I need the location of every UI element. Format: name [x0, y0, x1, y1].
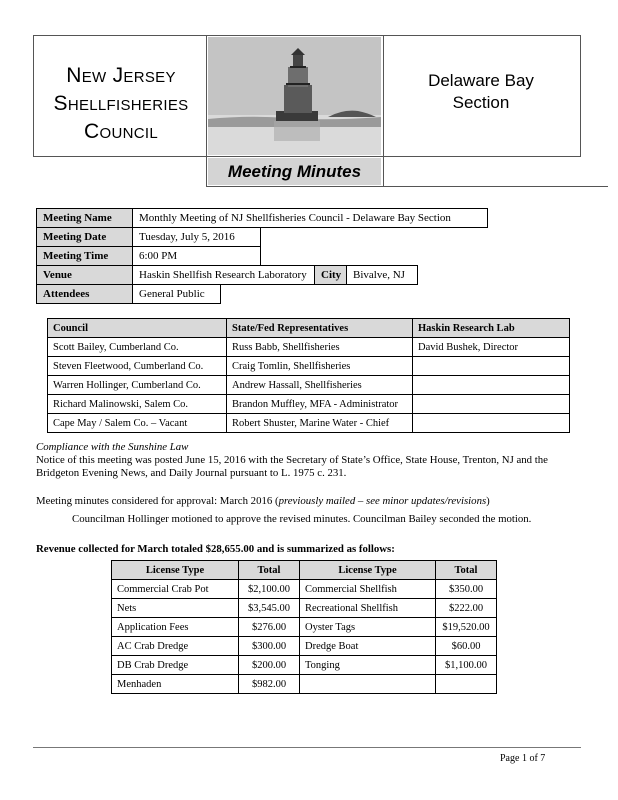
- city-value: Bivalve, NJ: [346, 265, 418, 285]
- table-cell: AC Crab Dredge: [112, 637, 239, 656]
- meeting-name-value: Monthly Meeting of NJ Shellfisheries Council - Delaware Bay Section: [132, 208, 488, 228]
- column-header: Total: [239, 561, 300, 580]
- motion-text: Councilman Hollinger motioned to approve the revised minutes. Councilman Bailey seconded the motion.: [72, 513, 532, 525]
- org-line-2: Shellfisheries: [53, 92, 189, 115]
- table-cell: Robert Shuster, Marine Water - Chief: [227, 414, 413, 433]
- table-cell: $222.00: [436, 599, 497, 618]
- minutes-note: previously mailed – see minor updates/revisions: [278, 495, 487, 507]
- table-row: [112, 580, 497, 599]
- table-cell: Dredge Boat: [300, 637, 436, 656]
- column-header: Haskin Research Lab: [413, 319, 570, 338]
- table-row: [112, 675, 497, 694]
- table-cell: [413, 395, 570, 414]
- city-label: City: [314, 265, 347, 285]
- footer-divider: [33, 747, 581, 748]
- minutes-approval-line: [36, 495, 490, 509]
- attendees-value: General Public: [132, 284, 221, 304]
- table-cell: Tonging: [300, 656, 436, 675]
- revenue-heading: Revenue collected for March totaled $28,655.00 and is summarized as follows:: [36, 543, 395, 555]
- page-number: Page 1 of 7: [500, 753, 546, 764]
- column-header: License Type: [112, 561, 239, 580]
- org-line-1: New Jersey: [66, 64, 176, 87]
- table-row: [112, 618, 497, 637]
- organization-name: [36, 62, 206, 146]
- table-row: [48, 395, 570, 414]
- table-cell: Andrew Hassall, Shellfisheries: [227, 376, 413, 395]
- table-row: [112, 599, 497, 618]
- table-cell: David Bushek, Director: [413, 338, 570, 357]
- table-cell: $276.00: [239, 618, 300, 637]
- representatives-table: [47, 318, 570, 433]
- table-cell: $2,100.00: [239, 580, 300, 599]
- minutes-close: ): [486, 495, 490, 507]
- table-cell: [413, 414, 570, 433]
- table-cell: Cape May / Salem Co. – Vacant: [48, 414, 227, 433]
- column-header: State/Fed Representatives: [227, 319, 413, 338]
- meeting-date-label: Meeting Date: [36, 227, 133, 247]
- table-cell: Nets: [112, 599, 239, 618]
- section-line-1: Delaware Bay: [428, 71, 534, 90]
- table-cell: Scott Bailey, Cumberland Co.: [48, 338, 227, 357]
- lighthouse-photo: [208, 37, 381, 155]
- revenue-table: [111, 560, 497, 694]
- table-cell: Craig Tomlin, Shellfisheries: [227, 357, 413, 376]
- table-row: [48, 414, 570, 433]
- venue-label: Venue: [36, 265, 133, 285]
- table-row: [112, 637, 497, 656]
- minutes-lead: Meeting minutes considered for approval: March 2016 (: [36, 495, 279, 507]
- table-row: [112, 656, 497, 675]
- compliance-line-1: Notice of this meeting was posted June 15, 2016 with the Secretary of State’s Office, State House, Trenton, NJ and the: [36, 454, 548, 466]
- table-cell: $982.00: [239, 675, 300, 694]
- column-header: License Type: [300, 561, 436, 580]
- meeting-date-value: Tuesday, July 5, 2016: [132, 227, 261, 247]
- table-cell: Brandon Muffley, MFA - Administrator: [227, 395, 413, 414]
- table-cell: Recreational Shellfish: [300, 599, 436, 618]
- meeting-name-label: Meeting Name: [36, 208, 133, 228]
- column-header: Total: [436, 561, 497, 580]
- meeting-time-value: 6:00 PM: [132, 246, 261, 266]
- table-row: [48, 357, 570, 376]
- table-cell: Commercial Crab Pot: [112, 580, 239, 599]
- table-cell: Application Fees: [112, 618, 239, 637]
- document-type-banner: Meeting Minutes: [208, 158, 381, 185]
- compliance-line-2: Bridgeton Evening News, and Daily Journal pursuant to L. 1975 c. 231.: [36, 467, 347, 479]
- table-cell: Richard Malinowski, Salem Co.: [48, 395, 227, 414]
- table-cell: [436, 675, 497, 694]
- table-cell: $3,545.00: [239, 599, 300, 618]
- table-cell: $1,100.00: [436, 656, 497, 675]
- table-cell: Commercial Shellfish: [300, 580, 436, 599]
- table-header-row: [48, 319, 570, 338]
- org-line-3: Council: [84, 120, 158, 143]
- table-cell: $200.00: [239, 656, 300, 675]
- meeting-time-label: Meeting Time: [36, 246, 133, 266]
- table-cell: DB Crab Dredge: [112, 656, 239, 675]
- table-cell: Steven Fleetwood, Cumberland Co.: [48, 357, 227, 376]
- table-cell: $19,520.00: [436, 618, 497, 637]
- table-cell: Menhaden: [112, 675, 239, 694]
- table-header-row: [112, 561, 497, 580]
- table-cell: [413, 357, 570, 376]
- table-cell: Oyster Tags: [300, 618, 436, 637]
- column-header: Council: [48, 319, 227, 338]
- table-cell: $60.00: [436, 637, 497, 656]
- table-row: [48, 338, 570, 357]
- attendees-label: Attendees: [36, 284, 133, 304]
- table-cell: Russ Babb, Shellfisheries: [227, 338, 413, 357]
- table-cell: [300, 675, 436, 694]
- section-line-2: Section: [452, 93, 510, 112]
- table-cell: $350.00: [436, 580, 497, 599]
- venue-value: Haskin Shellfish Research Laboratory: [132, 265, 315, 285]
- table-cell: [413, 376, 570, 395]
- section-title: [384, 70, 578, 114]
- compliance-heading: Compliance with the Sunshine Law: [36, 441, 189, 453]
- table-cell: Warren Hollinger, Cumberland Co.: [48, 376, 227, 395]
- table-row: [48, 376, 570, 395]
- table-cell: $300.00: [239, 637, 300, 656]
